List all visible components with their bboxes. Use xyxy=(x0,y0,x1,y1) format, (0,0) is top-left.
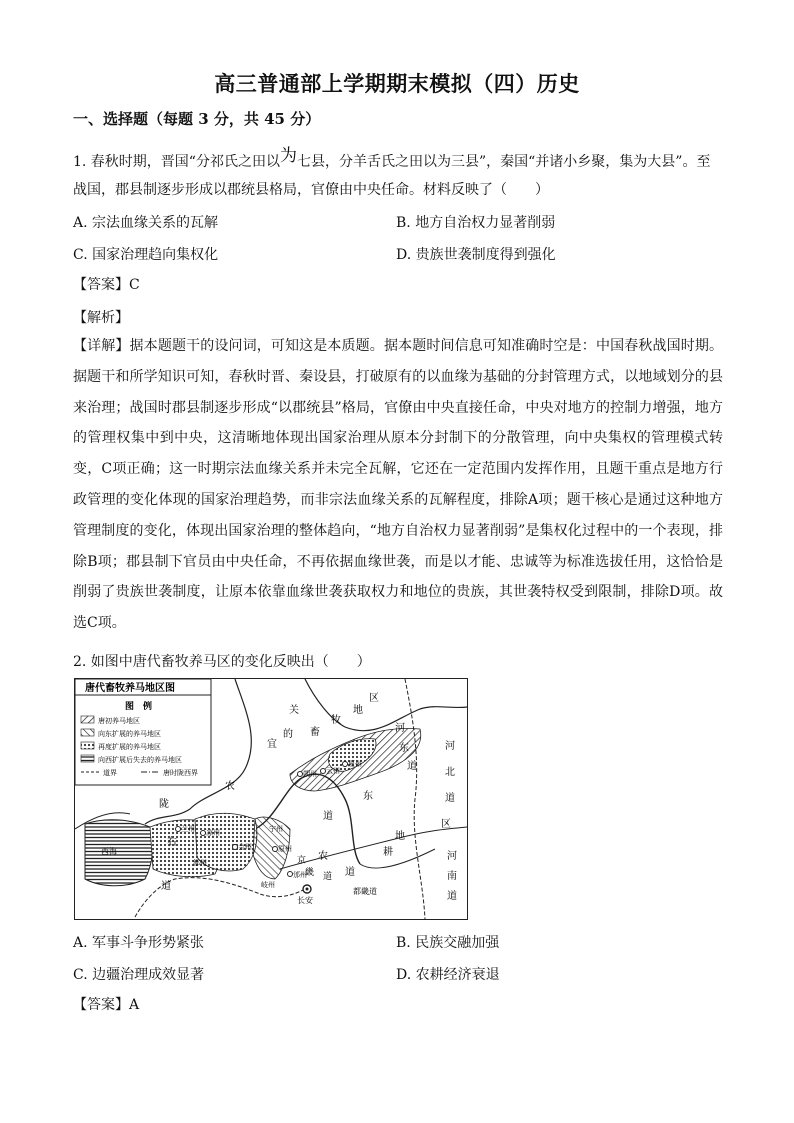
q2-answer-value: A xyxy=(129,997,140,1013)
label-henan-1: 河 xyxy=(447,851,457,862)
label-yi: 宜 xyxy=(267,739,277,750)
page-title: 高三普通部上学期期末模拟（四）历史 xyxy=(214,71,580,96)
label-hebei-4: 区 xyxy=(441,819,451,830)
label-duji: 都畿道 xyxy=(353,887,377,896)
q2-option-d: D. 农耕经济衰退 xyxy=(396,967,500,983)
label-yunzhou: 云州 xyxy=(326,767,340,775)
legend-item-2: 向东扩展的养马地区 xyxy=(98,730,161,738)
legend-title: 图 例 xyxy=(125,702,153,712)
label-dao5: 道 xyxy=(323,872,333,882)
q1-stem-line2: 战国，郡县制逐步形成以郡统县格局，官僚由中央任命。材料反映了（ ） xyxy=(73,182,549,198)
label-mu: 牧 xyxy=(331,715,341,726)
label-dao3: 道 xyxy=(323,811,333,822)
city-changan-dot xyxy=(306,888,309,891)
label-geng: 耕 xyxy=(383,847,393,858)
tang-horse-breeding-map xyxy=(74,678,468,920)
label-shanzhou: 鄯州 xyxy=(193,859,207,867)
map-boundary-south xyxy=(280,827,467,869)
label-changan: 长安 xyxy=(297,896,313,905)
q2-answer-tag: 【答案】 xyxy=(73,997,129,1013)
label-nong2: 农 xyxy=(318,851,328,862)
q1-option-d: D. 贵族世袭制度得到强化 xyxy=(396,247,556,263)
city-binzhou-marker xyxy=(288,872,293,877)
legend-swatch-4 xyxy=(81,755,94,762)
label-shuozhou: 朔州 xyxy=(303,770,317,778)
q1-stem-superscript: 为 xyxy=(279,146,297,166)
q1-option-b: B. 地方自治权力显著削弱 xyxy=(396,215,556,231)
legend-item-6: 唐时陇西界 xyxy=(163,769,198,777)
label-nong: 农 xyxy=(225,781,235,792)
section-heading: 一、选择题（每题 3 分，共 45 分） xyxy=(73,110,321,128)
q1-answer xyxy=(73,274,140,294)
q1-stem-line1 xyxy=(73,146,710,171)
city-lanzhou-marker xyxy=(176,827,181,832)
label-qizhou: 岐州 xyxy=(261,881,275,889)
city-shuozhou-marker xyxy=(298,772,303,777)
q2-answer xyxy=(73,994,139,1014)
legend-item-4: 向西扩展后失去的养马地区 xyxy=(98,756,182,764)
q2-stem: 2. 如图中唐代畜牧养马区的变化反映出（ ） xyxy=(73,654,371,670)
q1-analysis-tag: 【解析】 xyxy=(73,310,129,326)
q2-option-b: B. 民族交融加强 xyxy=(396,935,500,951)
map-boundary-north xyxy=(305,679,467,731)
city-yuanzhou-marker xyxy=(273,847,278,852)
label-di: 地 xyxy=(353,705,363,716)
legend-item-1: 唐初养马地区 xyxy=(98,717,140,725)
label-hebei-2: 北 xyxy=(445,767,455,778)
label-binzhou: 邠州 xyxy=(293,871,307,879)
label-yuanzhou: 原州 xyxy=(278,845,292,853)
label-liangzhou: 凉州 xyxy=(206,829,220,837)
q2-option-a: A. 军事斗争形势紧张 xyxy=(73,935,205,951)
q2-option-c: C. 边疆治理成效显著 xyxy=(73,967,205,983)
label-dong1: 东 xyxy=(399,743,409,754)
label-jing: 京 xyxy=(297,856,307,866)
label-long: 陇 xyxy=(159,799,169,810)
label-xu: 畜 xyxy=(310,727,320,738)
label-ji: 畿 xyxy=(305,868,315,878)
city-huizhou-marker xyxy=(233,845,238,850)
label-hebei-1: 河 xyxy=(445,741,455,752)
label-dao4: 道 xyxy=(345,867,355,878)
map-river-east xyxy=(360,849,435,868)
q1-answer-value: C xyxy=(129,277,140,293)
label-you: 右 xyxy=(167,837,177,848)
label-huizhou: 会州 xyxy=(238,843,252,851)
label-dong2: 东 xyxy=(363,791,373,802)
legend-swatch-2 xyxy=(81,729,94,736)
label-hebei-3: 道 xyxy=(445,793,455,804)
label-henan-3: 道 xyxy=(447,891,457,902)
legend-item-3: 再度扩展的养马地区 xyxy=(98,743,161,751)
label-dao1: 道 xyxy=(407,761,417,772)
q1-answer-tag: 【答案】 xyxy=(73,277,129,293)
label-guan: 关 xyxy=(289,705,299,716)
label-di2: 地 xyxy=(395,831,405,842)
region-xihai xyxy=(85,820,153,886)
label-de: 的 xyxy=(283,729,293,740)
label-qu: 区 xyxy=(369,693,379,704)
map-title: 唐代畜牧养马地区图 xyxy=(85,683,175,694)
legend-swatch-3 xyxy=(81,742,94,749)
label-henan-2: 南 xyxy=(447,871,457,882)
q1-stem-part-a: 1. 春秋时期，晋国“分祁氏之田以 xyxy=(73,154,280,170)
label-lanzhou: 兰州 xyxy=(181,825,195,833)
city-xiazhou-marker xyxy=(343,762,348,767)
q1-stem-part-b: 七县，分羊舌氏之田以为三县”，秦国“并诸小乡聚，集为大县”。至 xyxy=(296,154,711,170)
label-xiazhou: 夏州 xyxy=(348,760,362,768)
label-dao2: 道 xyxy=(161,881,171,892)
city-liangzhou-marker xyxy=(201,831,206,836)
label-xihai: 西海 xyxy=(101,847,117,856)
label-he1: 河 xyxy=(395,723,405,734)
q1-detail xyxy=(73,331,723,639)
label-ningzhou: 宁州 xyxy=(269,825,283,833)
q1-detail-text: 据本题题干的设问词，可知这是本质题。据本题时间信息可知准确时空是：中国春秋战国时期。据题干和所学知识可知，春秋时晋、秦设县，打破原有的以血缘为基础的分封管理方式，以地域划分的县来治理；战国时郡县制逐步形成“以郡统县”格局，官僚由中央直接任命，中央对地方的控制力增强，地方的管理权集中到中央，这清晰地体现出国家治理从原本分封制下的分散管理，向中央集权的管理模式转变，C项正确；这一时期宗法血缘关系并未完全瓦解，它还在一定范围内发挥作用，且题干重点是地方行政管理的变化体现的国家治理趋势，而非宗法血缘关系的瓦解程度，排除A项；题干核心是通过这种地方管理制度的变化，体现出国家治理的整体趋向，“地方自治权力显著削弱”是集权化过程中的一个表现，排除B项；郡县制下官员由中央任命，不再依据血缘世袭，而是以才能、忠诚等为标准选拔任用，这恰恰是削弱了贵族世袭制度，让原本依靠血缘世袭获取权力和地位的贵族，其世袭特权受到限制，排除D项。故选C项。 xyxy=(73,338,724,632)
legend-item-5: 道界 xyxy=(103,769,117,777)
q1-option-c: C. 国家治理趋向集权化 xyxy=(73,247,219,263)
legend-swatch-1 xyxy=(81,716,94,723)
q1-option-a: A. 宗法血缘关系的瓦解 xyxy=(73,215,219,231)
city-yunzhou-marker xyxy=(321,769,326,774)
q1-detail-tag: 【详解】 xyxy=(73,338,130,354)
